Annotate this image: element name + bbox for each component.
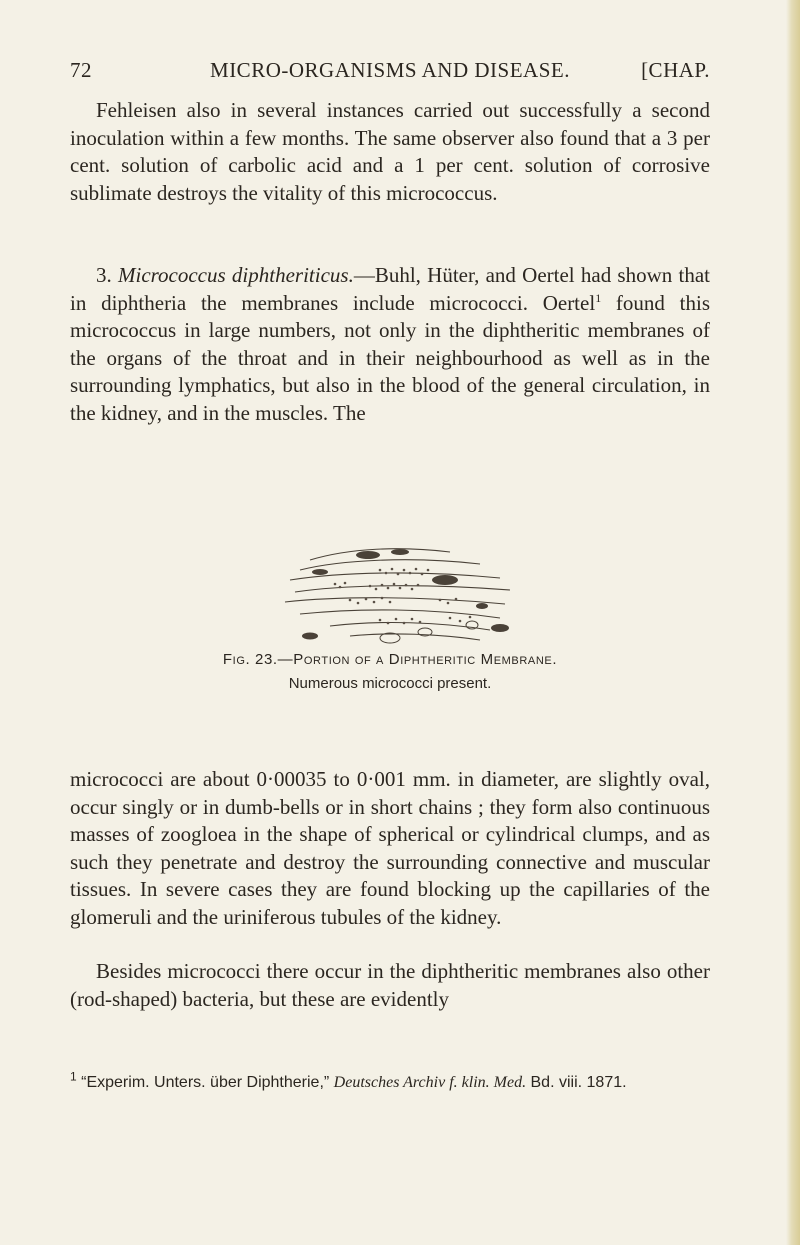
running-title: MICRO-ORGANISMS AND DISEASE. [210,58,570,82]
journal-title: Deutsches Archiv f. klin. Med. [333,1074,527,1091]
figure-diphtheritic-membrane [250,540,550,650]
running-header [70,58,710,88]
footnote: $^1$ “Experim. Unters. über Diphtherie,” Deutsches Archiv f. klin. Med. Bd. viii. 1871. [70,1069,627,1091]
paragraph-text: —Buhl, Hüter, and Oertel had shown that in diphtheria the membranes include micrococci. Oertel [70,263,710,315]
footnote-ref: 1 [595,290,602,305]
figure-caption-title: Fig. 23.—Portion of a Diphtheritic Membrane. [222,651,558,668]
figure-caption-subtitle: Numerous micrococci present. [288,675,492,692]
paragraph-text: found this micrococcus in large numbers, not only in the diphtheritic membranes of the organs of the throat and in their neighbourhood as well as in the surrounding lymphatics, but also in the blood of the general circulation, in the kidney, and in the muscles. The [70,290,711,425]
section-number: 3. [96,263,112,287]
species-name: Micrococcus diphtheriticus. [118,263,354,287]
page-edge [786,0,800,1245]
chapter-mark: [CHAP. [641,58,710,82]
page-number: 72 [70,58,92,82]
paragraph-besides-micrococci: Besides micrococci there occur in the diphtheritic membranes also other (rod-shaped) bacteria, but these are evidently [70,959,710,1011]
footnote-marker: 1 [70,1069,77,1084]
membrane-illustration [250,540,550,650]
paragraph-micrococcus-diphtheriticus [70,262,710,428]
paragraph-fehleisen: Fehleisen also in several instances carried out successfully a second inoculation within a few months. The same observer also found that a 3 per cent. solution of carbolic acid and a 1 per cent. solution of corrosive sublimate destroys the vitality of this micrococcus. [70,98,710,205]
paragraph-micrococci-description: micrococci are about 0·00035 to 0·001 mm. in diameter, are slightly oval, occur singly or in dumb-bells or in short chains ; they form also continuous masses of zoogloea in the shape of spherical or cylindrical clumps, and as such they penetrate and destroy the surrounding connective and muscular tissues. In severe cases they are found blocking up the capillaries of the glomeruli and the uriniferous tubules of the kidney. [70,767,710,929]
